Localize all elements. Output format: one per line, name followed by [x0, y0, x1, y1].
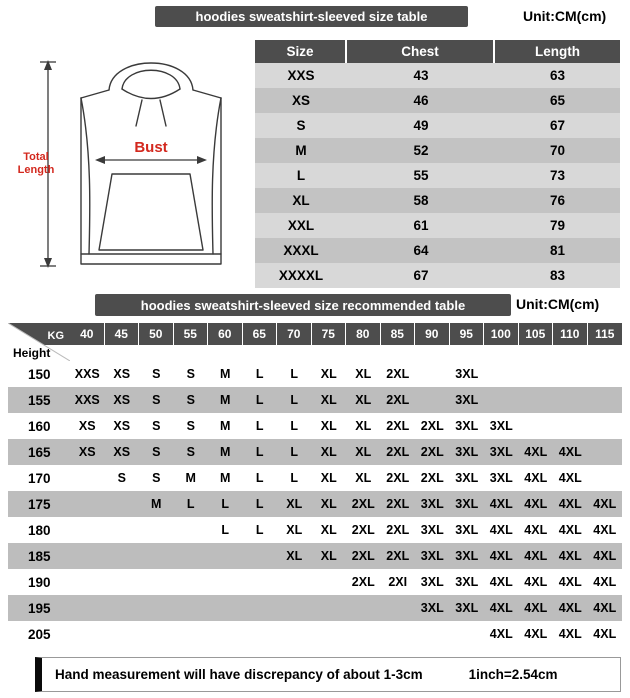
- table-cell: 2XL: [351, 523, 375, 537]
- table-row: [8, 387, 622, 413]
- table-cell: 2XL: [351, 549, 375, 563]
- table-cell: M: [151, 497, 162, 511]
- table-cell: XL: [292, 193, 310, 208]
- footer-note-box: [35, 657, 621, 692]
- table-cell: 4XL: [489, 549, 513, 563]
- height-row-label: 190: [28, 574, 51, 590]
- table-row: [255, 188, 620, 213]
- height-row-label: 195: [28, 600, 51, 616]
- height-row-label: 150: [28, 366, 51, 382]
- table-cell: L: [296, 168, 306, 183]
- unit-label: Unit:CM(cm): [523, 8, 607, 24]
- table-cell: 2XL: [420, 419, 444, 433]
- height-row-label: 170: [28, 470, 51, 486]
- table-row: [8, 543, 622, 569]
- table-cell: S: [186, 393, 195, 407]
- table-cell: 3XL: [420, 523, 444, 537]
- table-cell: XXS: [287, 68, 315, 83]
- hoodie-outline: [81, 63, 221, 264]
- table-cell: 2XL: [386, 497, 410, 511]
- table-cell: XL: [355, 445, 372, 459]
- height-row-label: 205: [28, 626, 51, 642]
- table-cell: 3XL: [455, 497, 479, 511]
- table-cell: XS: [78, 419, 96, 433]
- table-cell: 4XL: [524, 523, 548, 537]
- table-cell: 3XL: [455, 445, 479, 459]
- table-cell: S: [296, 118, 306, 133]
- table-cell: XXXL: [283, 243, 319, 258]
- table-cell: 3XL: [455, 575, 479, 589]
- table-cell: L: [290, 419, 299, 433]
- table-cell: 67: [549, 118, 566, 133]
- table-cell: L: [255, 367, 264, 381]
- table-cell: 3XL: [489, 471, 513, 485]
- table-cell: L: [255, 419, 264, 433]
- table-cell: 2XL: [386, 471, 410, 485]
- table-cell: XS: [113, 393, 131, 407]
- table-cell: 4XL: [593, 497, 617, 511]
- table-cell: 2XL: [351, 497, 375, 511]
- table-cell: L: [290, 471, 299, 485]
- table-cell: XS: [291, 93, 310, 108]
- table-cell: 2XI: [388, 575, 408, 589]
- table-row: [8, 361, 622, 387]
- table-cell: 2XL: [386, 393, 410, 407]
- bust-label: Bust: [134, 139, 168, 156]
- weight-column-header: 85: [381, 323, 416, 345]
- table-cell: 3XL: [455, 523, 479, 537]
- table-row: [8, 491, 622, 517]
- table-cell: 4XL: [489, 601, 513, 615]
- table-cell: XL: [286, 549, 303, 563]
- table-cell: 49: [413, 118, 429, 133]
- table-cell: S: [186, 445, 195, 459]
- table-cell: XL: [355, 471, 372, 485]
- height-row-label: 185: [28, 548, 51, 564]
- weight-column-header: 75: [312, 323, 347, 345]
- table-cell: 4XL: [524, 601, 548, 615]
- weight-column-header: 50: [139, 323, 174, 345]
- table-row: [255, 213, 620, 238]
- footer-note: Hand measurement will have discrepancy of about 1-3cm: [55, 667, 423, 682]
- table-cell: L: [255, 523, 264, 537]
- table-cell: 4XL: [558, 549, 582, 563]
- table-cell: 4XL: [489, 575, 513, 589]
- table-cell: S: [152, 445, 161, 459]
- table-cell: 3XL: [455, 367, 479, 381]
- table-cell: 64: [413, 243, 429, 258]
- table-cell: XXL: [287, 218, 315, 233]
- table-cell: L: [290, 445, 299, 459]
- table-cell: 4XL: [593, 627, 617, 641]
- table-row: [8, 517, 622, 543]
- table-cell: 2XL: [386, 445, 410, 459]
- table-cell: L: [255, 393, 264, 407]
- unit-label: Unit:CM(cm): [516, 296, 600, 312]
- table-cell: 4XL: [558, 575, 582, 589]
- table-cell: S: [152, 471, 161, 485]
- table-cell: 3XL: [489, 445, 513, 459]
- table-cell: XXS: [74, 393, 100, 407]
- table-cell: 4XL: [558, 497, 582, 511]
- table-cell: 3XL: [455, 549, 479, 563]
- table-cell: 3XL: [420, 549, 444, 563]
- table-cell: S: [186, 419, 195, 433]
- table-row: [8, 465, 622, 491]
- table-cell: XL: [355, 367, 372, 381]
- column-header: Size: [255, 40, 347, 63]
- table-cell: 52: [413, 143, 429, 158]
- table-cell: 3XL: [489, 419, 513, 433]
- table-cell: 3XL: [420, 601, 444, 615]
- table-cell: XL: [320, 393, 337, 407]
- table-row: [255, 138, 620, 163]
- table-cell: XL: [320, 497, 337, 511]
- table-cell: XL: [355, 419, 372, 433]
- height-row-label: 155: [28, 392, 51, 408]
- table-cell: 3XL: [420, 497, 444, 511]
- table-cell: 2XL: [386, 367, 410, 381]
- recommended-table-body: [8, 361, 622, 647]
- weight-column-header: 110: [553, 323, 588, 345]
- table-cell: L: [255, 497, 264, 511]
- table-cell: XS: [113, 367, 131, 381]
- table-cell: 2XL: [420, 445, 444, 459]
- table-cell: 70: [549, 143, 566, 158]
- kg-label: KG: [47, 330, 64, 342]
- table-cell: 4XL: [524, 471, 548, 485]
- table-cell: 61: [413, 218, 429, 233]
- weight-column-header: 70: [277, 323, 312, 345]
- table-row: [255, 88, 620, 113]
- table-cell: 4XL: [558, 445, 582, 459]
- table-cell: XS: [113, 445, 131, 459]
- size-table: [255, 40, 620, 288]
- table-cell: XS: [78, 445, 96, 459]
- weight-column-header: 105: [519, 323, 554, 345]
- table-cell: XL: [320, 367, 337, 381]
- table-cell: M: [220, 471, 231, 485]
- table-cell: 73: [549, 168, 566, 183]
- total-length-label-line2: Length: [17, 164, 55, 176]
- table-cell: 4XL: [524, 575, 548, 589]
- table-cell: 2XL: [420, 471, 444, 485]
- height-row-label: 160: [28, 418, 51, 434]
- table-cell: M: [220, 367, 231, 381]
- table-cell: 4XL: [489, 523, 513, 537]
- table-cell: 63: [549, 68, 566, 83]
- recommended-table: [8, 323, 622, 647]
- table-row: [255, 63, 620, 88]
- column-header: Length: [495, 40, 620, 63]
- table-cell: M: [220, 393, 231, 407]
- table-cell: 4XL: [558, 471, 582, 485]
- table-cell: 46: [413, 93, 429, 108]
- table-cell: M: [220, 419, 231, 433]
- table-cell: 2XL: [386, 419, 410, 433]
- table-cell: 2XL: [386, 523, 410, 537]
- table-cell: XL: [286, 523, 303, 537]
- table-cell: XL: [320, 523, 337, 537]
- table-cell: 55: [413, 168, 429, 183]
- table-cell: XL: [320, 549, 337, 563]
- kg-height-corner-cell: [8, 323, 70, 361]
- table-cell: L: [255, 445, 264, 459]
- table-row: [8, 439, 622, 465]
- table-row: [255, 263, 620, 288]
- table-row: [255, 163, 620, 188]
- table-cell: L: [290, 393, 299, 407]
- table-cell: XXXXL: [278, 268, 324, 283]
- table-cell: 2XL: [386, 549, 410, 563]
- table-cell: L: [221, 523, 230, 537]
- table-cell: 4XL: [524, 445, 548, 459]
- table-cell: 4XL: [558, 601, 582, 615]
- table-cell: S: [117, 471, 126, 485]
- weight-column-header: 80: [346, 323, 381, 345]
- table-cell: XL: [320, 445, 337, 459]
- footer-conversion: 1inch=2.54cm: [468, 667, 558, 682]
- size-table-header-row: [255, 40, 620, 63]
- table-cell: XL: [355, 393, 372, 407]
- weight-column-header: 65: [243, 323, 278, 345]
- table-cell: XS: [113, 419, 131, 433]
- hoodie-diagram: [6, 34, 246, 284]
- table-cell: 4XL: [593, 575, 617, 589]
- weight-column-header: 100: [484, 323, 519, 345]
- weight-column-header: 55: [174, 323, 209, 345]
- table-cell: 65: [549, 93, 566, 108]
- table-cell: 67: [413, 268, 429, 283]
- table-cell: 3XL: [420, 575, 444, 589]
- height-row-label: 175: [28, 496, 51, 512]
- table-row: [255, 238, 620, 263]
- table-row: [8, 595, 622, 621]
- table-cell: L: [290, 367, 299, 381]
- size-table-body: [255, 63, 620, 288]
- table-cell: 3XL: [455, 419, 479, 433]
- height-row-label: 165: [28, 444, 51, 460]
- weight-column-header: 90: [415, 323, 450, 345]
- height-label: Height: [13, 346, 51, 360]
- table-cell: S: [152, 393, 161, 407]
- table-row: [8, 621, 622, 647]
- table-cell: 4XL: [524, 549, 548, 563]
- table-cell: 43: [413, 68, 429, 83]
- size-table-title: hoodies sweatshirt-sleeved size table: [155, 6, 468, 27]
- table-row: [8, 569, 622, 595]
- weight-column-header: 95: [450, 323, 485, 345]
- table-cell: L: [221, 497, 230, 511]
- table-cell: 4XL: [489, 627, 513, 641]
- table-cell: S: [152, 419, 161, 433]
- table-cell: XL: [320, 471, 337, 485]
- table-cell: 83: [549, 268, 566, 283]
- table-cell: 76: [549, 193, 566, 208]
- weight-column-header: 40: [70, 323, 105, 345]
- table-cell: 3XL: [455, 471, 479, 485]
- table-cell: XL: [320, 419, 337, 433]
- table-row: [255, 113, 620, 138]
- table-cell: L: [255, 471, 264, 485]
- table-cell: 4XL: [524, 497, 548, 511]
- table-cell: 58: [413, 193, 429, 208]
- table-cell: 4XL: [593, 523, 617, 537]
- table-cell: XXS: [74, 367, 100, 381]
- height-row-label: 180: [28, 522, 51, 538]
- recommended-table-header-row: [8, 323, 622, 361]
- table-cell: 3XL: [455, 601, 479, 615]
- table-cell: S: [186, 367, 195, 381]
- table-cell: L: [186, 497, 195, 511]
- table-cell: 4XL: [558, 523, 582, 537]
- table-cell: S: [152, 367, 161, 381]
- table-cell: 4XL: [593, 549, 617, 563]
- table-cell: 81: [549, 243, 566, 258]
- weight-column-header: 115: [588, 323, 623, 345]
- table-row: [8, 413, 622, 439]
- table-cell: 2XL: [351, 575, 375, 589]
- table-cell: 79: [549, 218, 566, 233]
- column-header: Chest: [347, 40, 495, 63]
- recommended-table-title: hoodies sweatshirt-sleeved size recommended table: [95, 294, 511, 316]
- table-cell: 4XL: [489, 497, 513, 511]
- table-cell: M: [295, 143, 307, 158]
- total-length-label: Total: [23, 151, 49, 163]
- table-cell: M: [185, 471, 196, 485]
- table-cell: M: [220, 445, 231, 459]
- weight-column-header: 60: [208, 323, 243, 345]
- weight-column-header: 45: [105, 323, 140, 345]
- table-cell: 4XL: [524, 627, 548, 641]
- table-cell: XL: [286, 497, 303, 511]
- table-cell: 4XL: [593, 601, 617, 615]
- table-cell: 3XL: [455, 393, 479, 407]
- table-cell: 4XL: [558, 627, 582, 641]
